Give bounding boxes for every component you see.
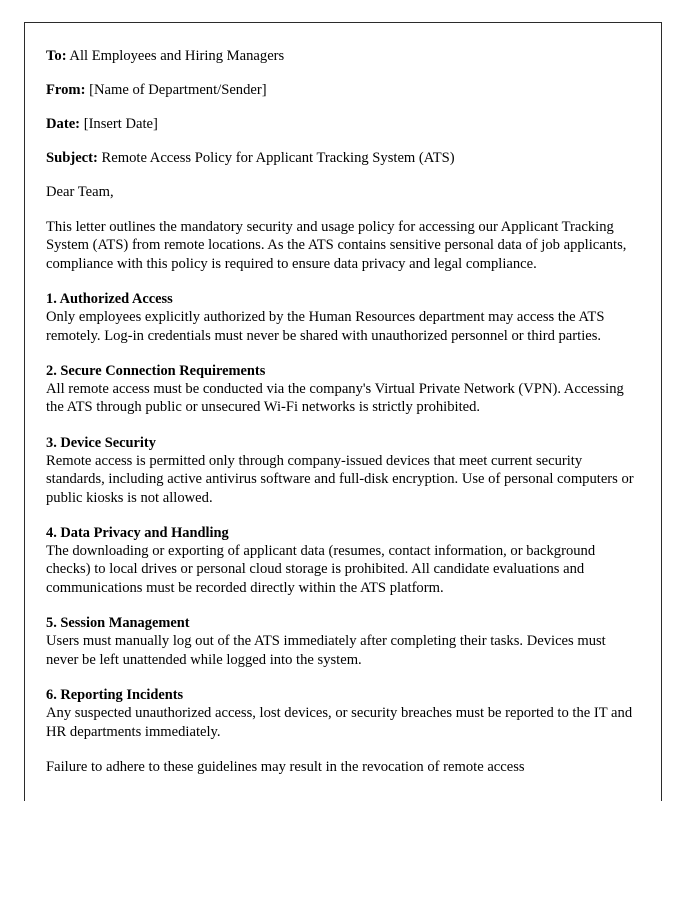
section-body: All remote access must be conducted via the company's Virtual Private Network (VPN). Accessing the ATS through public or unsecured Wi-Fi networks is strictly prohibited. [46,381,624,416]
section-heading: 5. Session Management [46,615,190,632]
header-value-subject: Remote Access Policy for Applicant Tracking System (ATS) [101,150,455,166]
salutation: Dear Team, [46,184,114,200]
section-heading: 1. Authorized Access [46,291,173,308]
section-heading: 3. Device Security [46,434,156,451]
document-body [25,23,661,776]
section-heading: 4. Data Privacy and Handling [46,525,229,542]
section-body: The downloading or exporting of applicant data (resumes, contact information, or background checks) to local drives or personal cloud storage is prohibited. All candidate evaluations and communications must be recorded directly within the ATS platform. [46,543,596,596]
policy-section [46,686,635,741]
section-body: Remote access is permitted only through company-issued devices that meet current security standards, including active antivirus software and full-disk encryption. Use of personal computers or public kiosks is not allowed. [46,452,634,506]
section-body: Users must manually log out of the ATS immediately after completing their tasks. Devices must never be left unattended while logged into the system. [46,633,606,668]
header-value-from: [Name of Department/Sender] [89,82,267,98]
header-field-from [46,81,635,99]
section-body: Only employees explicitly authorized by the Human Resources department may access the ATS remotely. Log-in credentials must never be shared with unauthorized personnel or third parties. [46,309,605,344]
policy-section [46,434,635,507]
closing-paragraph: Failure to adhere to these guidelines may result in the revocation of remote access [46,758,525,775]
header-field-subject [46,149,635,167]
section-heading: 2. Secure Connection Requirements [46,363,266,380]
header-label-from: From: [46,82,86,98]
section-heading: 6. Reporting Incidents [46,687,184,704]
header-label-subject: Subject: [46,150,98,166]
intro-paragraph: This letter outlines the mandatory security and usage policy for accessing our Applicant Tracking System (ATS) from remote locations. As the ATS contains sensitive personal data of job applicants, compliance with this policy is required to ensure data privacy and legal compliance. [46,219,627,272]
header-field-date [46,115,635,133]
policy-section [46,290,635,345]
policy-section [46,362,635,417]
document-page [24,22,662,801]
header-value-to: All Employees and Hiring Managers [69,48,285,64]
section-body: Any suspected unauthorized access, lost devices, or security breaches must be reported to the IT and HR departments immediately. [46,705,633,740]
header-value-date: [Insert Date] [83,116,158,132]
policy-section [46,524,635,597]
header-field-to [46,47,635,65]
header-label-date: Date: [46,116,81,132]
policy-section [46,614,635,669]
header-label-to: To: [46,48,67,64]
